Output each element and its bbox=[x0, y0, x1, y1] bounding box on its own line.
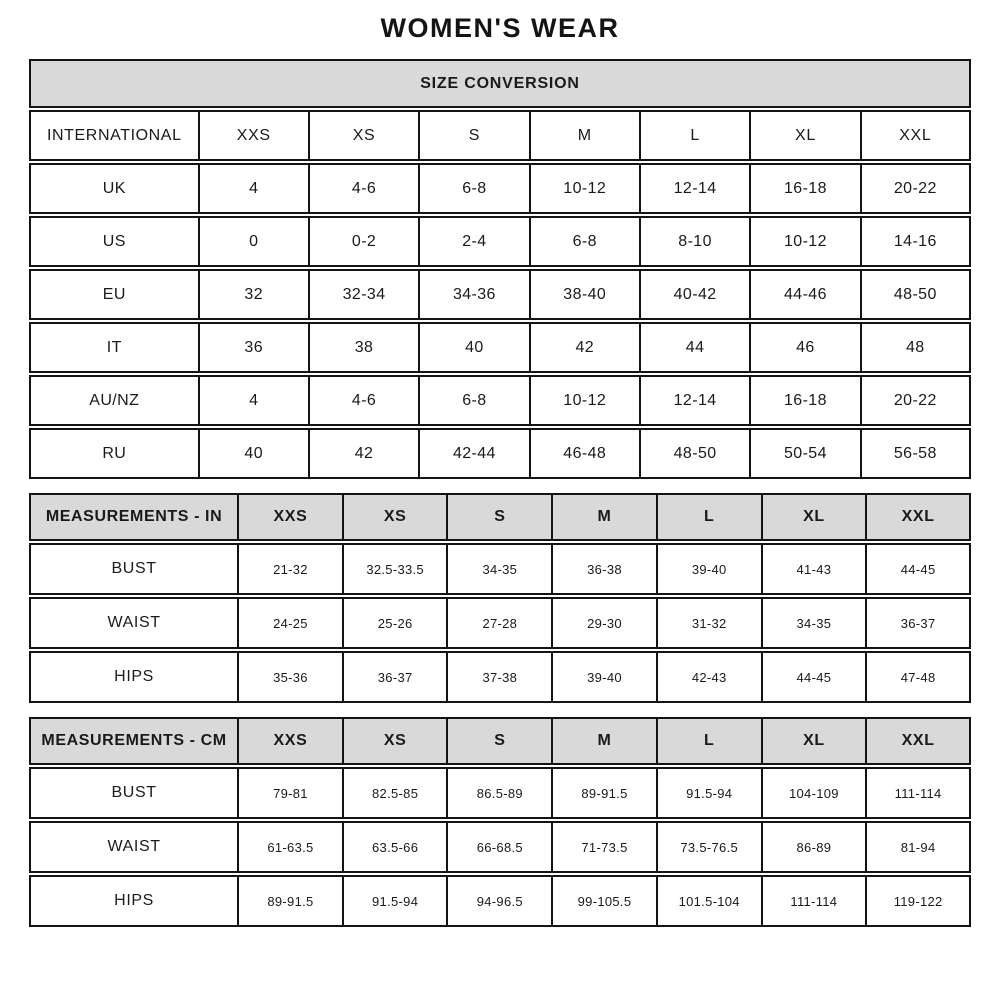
cell: 0-2 bbox=[309, 216, 419, 267]
cell: 42 bbox=[530, 322, 640, 373]
table-row bbox=[29, 163, 971, 214]
column-header: L bbox=[640, 110, 750, 161]
cell: 46 bbox=[750, 322, 860, 373]
cell: 34-36 bbox=[419, 269, 529, 320]
size-conversion-table bbox=[29, 57, 971, 481]
cell: 81-94 bbox=[866, 821, 971, 873]
cell: 21-32 bbox=[238, 543, 343, 595]
cell: 104-109 bbox=[762, 767, 867, 819]
row-label: WAIST bbox=[29, 597, 238, 649]
row-label: US bbox=[29, 216, 199, 267]
cell: 31-32 bbox=[657, 597, 762, 649]
cell: 6-8 bbox=[530, 216, 640, 267]
column-header: XL bbox=[762, 717, 867, 765]
cell: 66-68.5 bbox=[447, 821, 552, 873]
cell: 40 bbox=[419, 322, 529, 373]
row-label: AU/NZ bbox=[29, 375, 199, 426]
cell: 14-16 bbox=[861, 216, 971, 267]
cell: 32-34 bbox=[309, 269, 419, 320]
cell: 6-8 bbox=[419, 163, 529, 214]
table-row bbox=[29, 767, 971, 819]
cell: 20-22 bbox=[861, 375, 971, 426]
cell: 91.5-94 bbox=[343, 875, 448, 927]
row-label: RU bbox=[29, 428, 199, 479]
cell: 10-12 bbox=[530, 375, 640, 426]
cell: 63.5-66 bbox=[343, 821, 448, 873]
cell: 39-40 bbox=[657, 543, 762, 595]
table-title-row bbox=[29, 59, 971, 108]
cell: 79-81 bbox=[238, 767, 343, 819]
cell: 42-44 bbox=[419, 428, 529, 479]
column-header: XXS bbox=[238, 493, 343, 541]
row-label: BUST bbox=[29, 767, 238, 819]
column-header: INTERNATIONAL bbox=[29, 110, 199, 161]
table-row bbox=[29, 651, 971, 703]
cell: 44 bbox=[640, 322, 750, 373]
column-header: XXS bbox=[238, 717, 343, 765]
cell: 2-4 bbox=[419, 216, 529, 267]
cell: 111-114 bbox=[866, 767, 971, 819]
column-header: XS bbox=[343, 493, 448, 541]
row-label: HIPS bbox=[29, 651, 238, 703]
cell: 16-18 bbox=[750, 163, 860, 214]
cell: 4 bbox=[199, 163, 309, 214]
column-header: S bbox=[447, 717, 552, 765]
column-header: XXL bbox=[866, 493, 971, 541]
column-header-row bbox=[29, 717, 971, 765]
table-row bbox=[29, 821, 971, 873]
cell: 36 bbox=[199, 322, 309, 373]
cell: 35-36 bbox=[238, 651, 343, 703]
cell: 48 bbox=[861, 322, 971, 373]
cell: 10-12 bbox=[750, 216, 860, 267]
row-label: WAIST bbox=[29, 821, 238, 873]
cell: 44-46 bbox=[750, 269, 860, 320]
table-row bbox=[29, 269, 971, 320]
column-header: S bbox=[447, 493, 552, 541]
cell: 46-48 bbox=[530, 428, 640, 479]
cell: 89-91.5 bbox=[238, 875, 343, 927]
cell: 36-37 bbox=[343, 651, 448, 703]
cell: 8-10 bbox=[640, 216, 750, 267]
column-header: M bbox=[552, 493, 657, 541]
column-header: XS bbox=[343, 717, 448, 765]
table-row bbox=[29, 375, 971, 426]
cell: 86.5-89 bbox=[447, 767, 552, 819]
cell: 12-14 bbox=[640, 375, 750, 426]
cell: 94-96.5 bbox=[447, 875, 552, 927]
row-label: UK bbox=[29, 163, 199, 214]
cell: 47-48 bbox=[866, 651, 971, 703]
cell: 44-45 bbox=[762, 651, 867, 703]
cell: 36-38 bbox=[552, 543, 657, 595]
cell: 39-40 bbox=[552, 651, 657, 703]
cell: 16-18 bbox=[750, 375, 860, 426]
column-header: L bbox=[657, 493, 762, 541]
cell: 82.5-85 bbox=[343, 767, 448, 819]
cell: 86-89 bbox=[762, 821, 867, 873]
cell: 89-91.5 bbox=[552, 767, 657, 819]
column-header: M bbox=[530, 110, 640, 161]
cell: 56-58 bbox=[861, 428, 971, 479]
cell: 91.5-94 bbox=[657, 767, 762, 819]
measurements-in-table bbox=[29, 491, 971, 705]
column-header: M bbox=[552, 717, 657, 765]
cell: 4-6 bbox=[309, 163, 419, 214]
table-row bbox=[29, 322, 971, 373]
cell: 40 bbox=[199, 428, 309, 479]
cell: 42 bbox=[309, 428, 419, 479]
page-title: WOMEN'S WEAR bbox=[380, 13, 620, 43]
table-title: MEASUREMENTS - CM bbox=[29, 717, 238, 765]
table-title: MEASUREMENTS - IN bbox=[29, 493, 238, 541]
cell: 4-6 bbox=[309, 375, 419, 426]
cell: 29-30 bbox=[552, 597, 657, 649]
row-label: BUST bbox=[29, 543, 238, 595]
cell: 25-26 bbox=[343, 597, 448, 649]
column-header-row bbox=[29, 110, 971, 161]
column-header: XXL bbox=[866, 717, 971, 765]
column-header: XL bbox=[762, 493, 867, 541]
cell: 32.5-33.5 bbox=[343, 543, 448, 595]
cell: 38 bbox=[309, 322, 419, 373]
cell: 61-63.5 bbox=[238, 821, 343, 873]
cell: 37-38 bbox=[447, 651, 552, 703]
cell: 32 bbox=[199, 269, 309, 320]
row-label: IT bbox=[29, 322, 199, 373]
column-header: S bbox=[419, 110, 529, 161]
cell: 48-50 bbox=[861, 269, 971, 320]
cell: 12-14 bbox=[640, 163, 750, 214]
row-label: HIPS bbox=[29, 875, 238, 927]
cell: 48-50 bbox=[640, 428, 750, 479]
measurements-cm-table bbox=[29, 715, 971, 929]
cell: 24-25 bbox=[238, 597, 343, 649]
cell: 101.5-104 bbox=[657, 875, 762, 927]
cell: 119-122 bbox=[866, 875, 971, 927]
column-header: XL bbox=[750, 110, 860, 161]
cell: 0 bbox=[199, 216, 309, 267]
column-header: L bbox=[657, 717, 762, 765]
cell: 40-42 bbox=[640, 269, 750, 320]
table-row bbox=[29, 543, 971, 595]
cell: 41-43 bbox=[762, 543, 867, 595]
table-row bbox=[29, 875, 971, 927]
cell: 4 bbox=[199, 375, 309, 426]
table-row bbox=[29, 428, 971, 479]
cell: 71-73.5 bbox=[552, 821, 657, 873]
column-header: XXS bbox=[199, 110, 309, 161]
cell: 10-12 bbox=[530, 163, 640, 214]
cell: 20-22 bbox=[861, 163, 971, 214]
column-header: XS bbox=[309, 110, 419, 161]
column-header: XXL bbox=[861, 110, 971, 161]
cell: 73.5-76.5 bbox=[657, 821, 762, 873]
cell: 111-114 bbox=[762, 875, 867, 927]
table-row bbox=[29, 597, 971, 649]
cell: 38-40 bbox=[530, 269, 640, 320]
cell: 44-45 bbox=[866, 543, 971, 595]
cell: 6-8 bbox=[419, 375, 529, 426]
row-label: EU bbox=[29, 269, 199, 320]
cell: 99-105.5 bbox=[552, 875, 657, 927]
cell: 42-43 bbox=[657, 651, 762, 703]
cell: 27-28 bbox=[447, 597, 552, 649]
cell: 36-37 bbox=[866, 597, 971, 649]
column-header-row bbox=[29, 493, 971, 541]
cell: 50-54 bbox=[750, 428, 860, 479]
table-row bbox=[29, 216, 971, 267]
cell: 34-35 bbox=[447, 543, 552, 595]
table-title: SIZE CONVERSION bbox=[29, 59, 971, 108]
cell: 34-35 bbox=[762, 597, 867, 649]
